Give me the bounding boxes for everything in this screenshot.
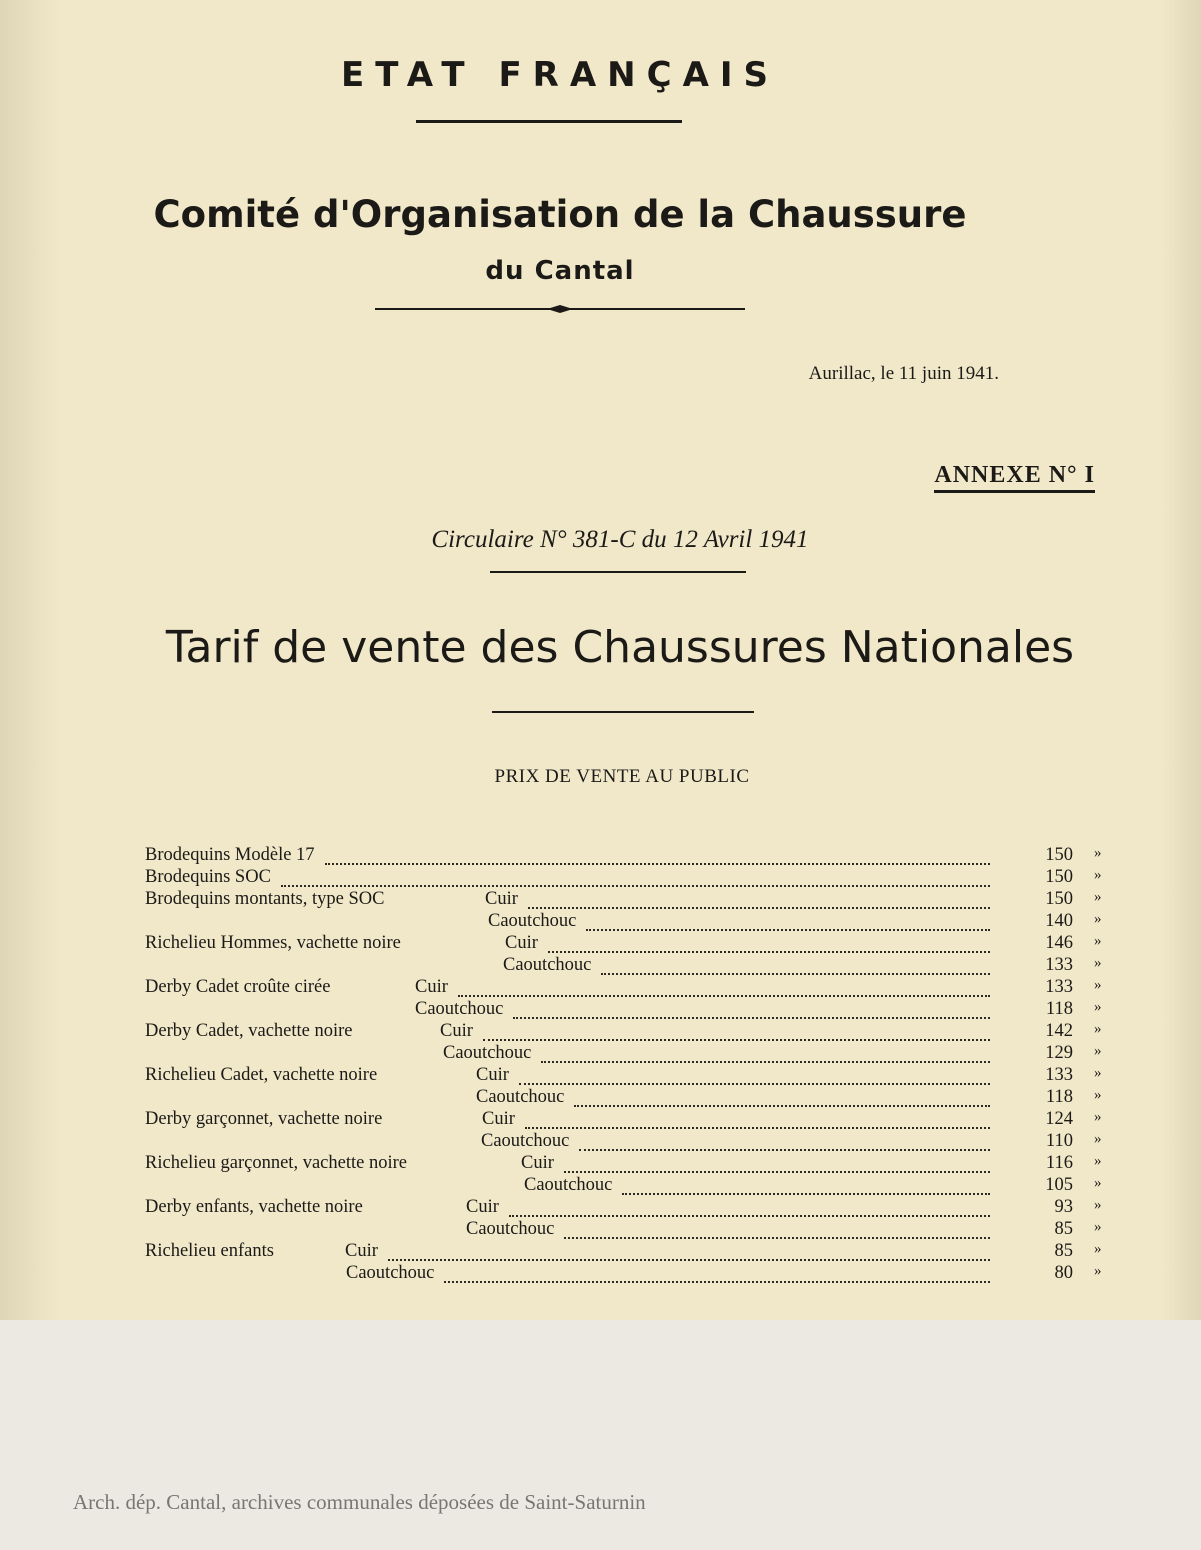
leader-dots — [525, 1113, 990, 1129]
price-value: 110 — [1045, 1131, 1073, 1151]
leader-dots — [458, 981, 990, 997]
document-title: Tarif de vente des Chaussures Nationales — [165, 622, 1075, 673]
item-label: Brodequins Modèle 17 — [145, 845, 315, 865]
currency-mark: » — [1094, 1021, 1102, 1037]
material-label: Cuir — [415, 977, 448, 997]
price-value: 118 — [1045, 1087, 1073, 1107]
material-label: Cuir — [440, 1021, 473, 1041]
currency-mark: » — [1094, 999, 1102, 1015]
item-label: Derby garçonnet, vachette noire — [145, 1109, 383, 1129]
material-label: Caoutchouc — [415, 999, 504, 1019]
price-value: 140 — [1045, 911, 1073, 931]
price-value: 93 — [1054, 1197, 1073, 1217]
material-label: Cuir — [466, 1197, 499, 1217]
leader-dots — [574, 1091, 990, 1107]
leader-dots — [509, 1201, 990, 1217]
currency-mark: » — [1094, 1197, 1102, 1213]
item-label: Richelieu Cadet, vachette noire — [145, 1065, 378, 1085]
currency-mark: » — [1094, 889, 1102, 905]
table-row — [0, 933, 1201, 955]
leader-dots — [579, 1135, 990, 1151]
currency-mark: » — [1094, 867, 1102, 883]
archive-credit: Arch. dép. Cantal, archives communales déposées de Saint-Saturnin — [73, 1490, 646, 1514]
circular-reference: Circulaire N° 381-C du 12 Avril 1941 — [431, 526, 809, 553]
material-label: Caoutchouc — [481, 1131, 570, 1151]
table-row — [0, 911, 1201, 933]
leader-dots — [281, 871, 990, 887]
table-row — [0, 955, 1201, 977]
leader-dots — [548, 937, 990, 953]
currency-mark: » — [1094, 933, 1102, 949]
material-label: Caoutchouc — [524, 1175, 613, 1195]
leader-dots — [388, 1245, 990, 1261]
table-row — [0, 1219, 1201, 1241]
item-label: Derby Cadet, vachette noire — [145, 1021, 353, 1041]
currency-mark: » — [1094, 1043, 1102, 1059]
table-subtitle: PRIX DE VENTE AU PUBLIC — [494, 766, 750, 787]
date-line: Aurillac, le 11 juin 1941. — [808, 363, 999, 384]
leader-dots — [622, 1179, 990, 1195]
leader-dots — [483, 1025, 990, 1041]
currency-mark: » — [1094, 955, 1102, 971]
price-value: 150 — [1045, 867, 1073, 887]
material-label: Cuir — [521, 1153, 554, 1173]
currency-mark: » — [1094, 1263, 1102, 1279]
leader-dots — [541, 1047, 990, 1063]
material-label: Cuir — [482, 1109, 515, 1129]
item-label: Derby Cadet croûte cirée — [145, 977, 331, 997]
table-row — [0, 1175, 1201, 1197]
item-label: Brodequins montants, type SOC — [145, 889, 385, 909]
material-label: Cuir — [485, 889, 518, 909]
leader-dots — [564, 1223, 990, 1239]
leader-dots — [519, 1069, 990, 1085]
item-label: Richelieu enfants — [145, 1241, 274, 1261]
material-label: Caoutchouc — [476, 1087, 565, 1107]
item-label: Richelieu garçonnet, vachette noire — [145, 1153, 407, 1173]
currency-mark: » — [1094, 1087, 1102, 1103]
table-row — [0, 999, 1201, 1021]
material-label: Caoutchouc — [466, 1219, 555, 1239]
leader-dots — [586, 915, 990, 931]
currency-mark: » — [1094, 1241, 1102, 1257]
annexe-label: ANNEXE N° I — [934, 462, 1095, 493]
material-label: Cuir — [345, 1241, 378, 1261]
circular-rule — [490, 571, 746, 573]
price-value: 142 — [1045, 1021, 1073, 1041]
item-label: Derby enfants, vachette noire — [145, 1197, 363, 1217]
item-label: Brodequins SOC — [145, 867, 271, 887]
material-label: Caoutchouc — [346, 1263, 435, 1283]
leader-dots — [564, 1157, 990, 1173]
department-heading: du Cantal — [485, 256, 635, 286]
price-value: 85 — [1054, 1219, 1073, 1239]
currency-mark: » — [1094, 845, 1102, 861]
leader-dots — [528, 893, 990, 909]
table-row — [0, 1087, 1201, 1109]
material-label: Caoutchouc — [503, 955, 592, 975]
table-row — [0, 1197, 1201, 1219]
organisation-heading: Comité d'Organisation de la Chaussure — [153, 193, 967, 236]
price-value: 116 — [1045, 1153, 1073, 1173]
material-label: Cuir — [476, 1065, 509, 1085]
table-row — [0, 1131, 1201, 1153]
table-row — [0, 845, 1201, 867]
table-row — [0, 1043, 1201, 1065]
table-row — [0, 1241, 1201, 1263]
currency-mark: » — [1094, 1109, 1102, 1125]
table-row — [0, 977, 1201, 999]
price-value: 133 — [1045, 1065, 1073, 1085]
price-value: 80 — [1054, 1263, 1073, 1283]
currency-mark: » — [1094, 1175, 1102, 1191]
table-row — [0, 1065, 1201, 1087]
currency-mark: » — [1094, 911, 1102, 927]
material-label: Caoutchouc — [488, 911, 577, 931]
price-value: 150 — [1045, 845, 1073, 865]
table-row — [0, 1153, 1201, 1175]
leader-dots — [513, 1003, 990, 1019]
table-row — [0, 1021, 1201, 1043]
price-value: 129 — [1045, 1043, 1073, 1063]
price-value: 124 — [1045, 1109, 1073, 1129]
table-row — [0, 1263, 1201, 1285]
material-label: Caoutchouc — [443, 1043, 532, 1063]
price-value: 105 — [1045, 1175, 1073, 1195]
price-value: 146 — [1045, 933, 1073, 953]
state-heading: ETAT FRANÇAIS — [340, 55, 780, 95]
price-value: 133 — [1045, 977, 1073, 997]
currency-mark: » — [1094, 1153, 1102, 1169]
table-row — [0, 1109, 1201, 1131]
table-row — [0, 889, 1201, 911]
leader-dots — [601, 959, 990, 975]
price-value: 118 — [1045, 999, 1073, 1019]
currency-mark: » — [1094, 1065, 1102, 1081]
leader-dots — [325, 849, 990, 865]
price-value: 85 — [1054, 1241, 1073, 1261]
title-rule — [492, 711, 754, 713]
currency-mark: » — [1094, 977, 1102, 993]
ornamental-rule — [375, 304, 745, 314]
currency-mark: » — [1094, 1219, 1102, 1235]
leader-dots — [444, 1267, 990, 1283]
price-value: 133 — [1045, 955, 1073, 975]
item-label: Richelieu Hommes, vachette noire — [145, 933, 401, 953]
table-row — [0, 867, 1201, 889]
material-label: Cuir — [505, 933, 538, 953]
currency-mark: » — [1094, 1131, 1102, 1147]
heading-rule — [416, 120, 682, 123]
price-value: 150 — [1045, 889, 1073, 909]
